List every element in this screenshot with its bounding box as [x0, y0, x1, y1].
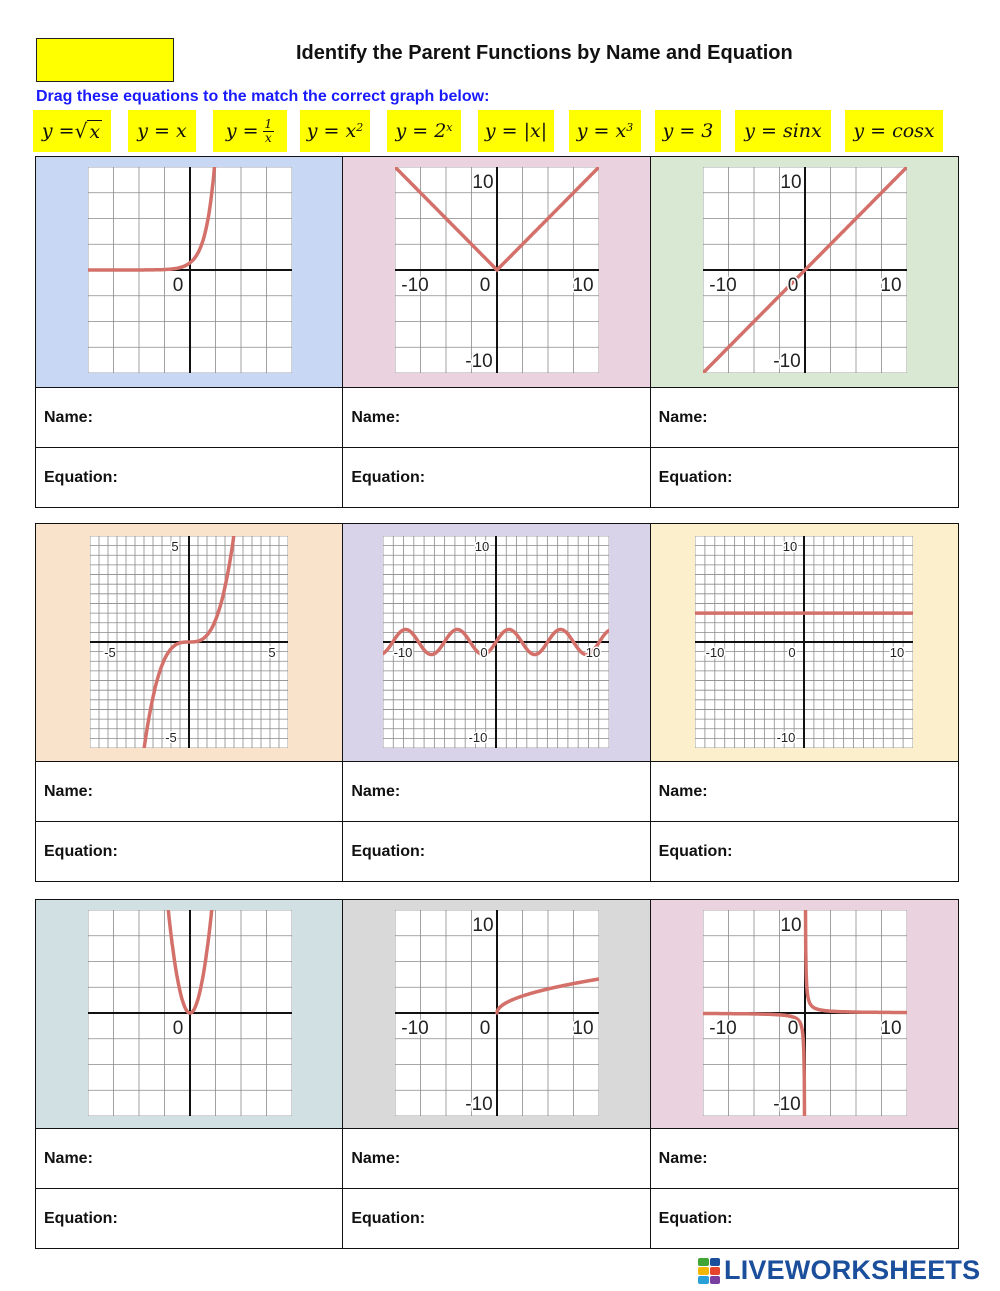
axis-label-ymin: -10 — [772, 351, 801, 372]
equation-drop-field[interactable]: Equation: — [36, 822, 343, 881]
axis-label-xmin: -10 — [708, 1018, 737, 1039]
logo-square — [710, 1267, 721, 1275]
axis-label-ymin: -10 — [465, 351, 494, 372]
axis-label-ymax: 10 — [780, 172, 802, 193]
equation-text: y = x — [576, 120, 627, 142]
equation-chip-reciprocal[interactable] — [213, 110, 287, 152]
name-field[interactable]: Name: — [658, 1149, 708, 1167]
logo-square — [710, 1276, 721, 1284]
fraction-denominator: x — [264, 130, 272, 145]
graph-cell — [651, 524, 958, 761]
equation-radicand: x — [89, 120, 101, 143]
graph-cell — [343, 157, 650, 387]
equation-drop-field[interactable]: Equation: — [343, 822, 650, 881]
graph-sine — [383, 536, 609, 748]
axis-label-xmax: 10 — [889, 645, 904, 660]
equation-exponent: 3 — [626, 120, 634, 134]
equation-chip-cosine[interactable]: y = cosx — [845, 110, 943, 152]
axis-label-origin: 0 — [480, 645, 488, 660]
axis-label-origin: 0 — [480, 275, 491, 296]
graph-cell — [36, 900, 343, 1128]
name-field[interactable]: Name: — [36, 388, 343, 447]
axis-label-origin: 0 — [787, 275, 798, 296]
logo-text: LIVEWORKSHEETS — [724, 1255, 981, 1285]
graph-exponential — [88, 167, 292, 373]
graph-cell — [651, 157, 958, 387]
logo-square — [698, 1267, 709, 1275]
equation-exponent: x — [446, 120, 453, 134]
axis-label-ymax: 10 — [472, 172, 494, 193]
axis-label-origin: 0 — [480, 1018, 491, 1039]
liveworksheets-logo — [698, 1255, 980, 1286]
axis-label-ymin: -10 — [772, 1094, 801, 1115]
graph-cell — [36, 157, 343, 387]
axis-label-origin: 0 — [787, 1018, 798, 1039]
axis-label-ymin: -10 — [465, 1094, 494, 1115]
equation-chip-linear[interactable]: y = x — [128, 110, 196, 152]
axis-label-xmin: -5 — [104, 645, 116, 660]
axis-label-xmax: 10 — [572, 1018, 594, 1039]
logo-mark-icon — [698, 1258, 720, 1284]
graph-sqrt — [395, 910, 599, 1116]
name-field[interactable]: Name: — [343, 1129, 650, 1188]
logo-square — [698, 1276, 709, 1284]
equation-chip-cubic[interactable] — [569, 110, 641, 152]
name-field[interactable]: Name: — [658, 782, 708, 800]
name-field[interactable]: Name: — [36, 762, 343, 821]
axis-label-ymax: 10 — [782, 539, 797, 554]
axis-label-ymax: 10 — [780, 915, 802, 936]
axis-label-xmin: -10 — [401, 275, 430, 296]
axis-label-ymax: 5 — [171, 539, 179, 554]
axis-label-xmin: -10 — [393, 645, 413, 660]
graph-linear — [703, 167, 907, 373]
equation-drop-field[interactable]: Equation: — [36, 448, 343, 507]
equation-chip-sine[interactable]: y = sinx — [735, 110, 831, 152]
axis-label-origin: 0 — [172, 275, 184, 296]
name-field[interactable]: Name: — [343, 762, 650, 821]
equation-text: y = x — [306, 120, 357, 142]
equation-drop-field[interactable]: Equation: — [658, 1209, 733, 1227]
equation-chip-exponential[interactable] — [387, 110, 461, 152]
equation-chip-quadratic[interactable] — [300, 110, 370, 152]
equation-drop-field[interactable]: Equation: — [343, 1189, 650, 1248]
name-field[interactable]: Name: — [658, 408, 708, 426]
equation-drop-field[interactable]: Equation: — [658, 842, 733, 860]
axis-label-xmax: 10 — [586, 645, 601, 660]
axis-label-xmax: 10 — [880, 275, 902, 296]
fraction-numerator: 1 — [264, 116, 273, 131]
graph-cell — [651, 900, 958, 1128]
axis-label-xmax: 10 — [880, 1018, 902, 1039]
graph-block-3 — [35, 899, 959, 1249]
axis-label-ymax: 10 — [472, 915, 494, 936]
logo-square — [698, 1258, 709, 1266]
equation-drop-field[interactable]: Equation: — [658, 468, 733, 486]
axis-label-xmax: 10 — [572, 275, 594, 296]
equation-chip-absolute[interactable]: y = |x| — [478, 110, 554, 152]
graph-constant — [695, 536, 913, 748]
equation-text: y = — [225, 120, 259, 142]
graph-quadratic — [88, 910, 292, 1116]
graph-cell — [36, 524, 343, 761]
graph-block-2 — [35, 523, 959, 882]
equation-exponent: 2 — [356, 120, 364, 134]
axis-label-xmin: -10 — [708, 275, 737, 296]
logo-square — [710, 1258, 721, 1266]
student-name-box[interactable] — [36, 38, 174, 82]
axis-label-xmin: -10 — [401, 1018, 430, 1039]
graph-block-1 — [35, 156, 959, 508]
axis-label-ymin: -10 — [776, 730, 796, 745]
equation-chip-constant[interactable]: y = 3 — [655, 110, 721, 152]
graph-cell — [343, 900, 650, 1128]
name-field[interactable]: Name: — [36, 1129, 343, 1188]
instruction-text: Drag these equations to the match the correct graph below: — [36, 88, 490, 105]
equation-chip-sqrt[interactable]: y = √ x — [33, 110, 111, 152]
name-field[interactable]: Name: — [343, 388, 650, 447]
axis-label-xmax: 5 — [268, 645, 276, 660]
equation-drop-field[interactable]: Equation: — [36, 1189, 343, 1248]
equation-text: y = — [41, 120, 75, 142]
graph-cubic — [90, 536, 288, 748]
axis-label-ymin: -5 — [165, 730, 177, 745]
graph-absolute — [395, 167, 599, 373]
axis-label-ymax: 10 — [475, 539, 490, 554]
axis-label-origin: 0 — [788, 645, 796, 660]
axis-label-origin: 0 — [172, 1018, 184, 1039]
axis-label-xmin: -10 — [705, 645, 725, 660]
equation-text: y = 2 — [395, 120, 447, 142]
equation-drop-field[interactable]: Equation: — [343, 448, 650, 507]
page-title: Identify the Parent Functions by Name and Equation — [296, 42, 793, 64]
graph-reciprocal — [703, 910, 907, 1116]
axis-label-ymin: -10 — [468, 730, 488, 745]
graph-cell — [343, 524, 650, 761]
